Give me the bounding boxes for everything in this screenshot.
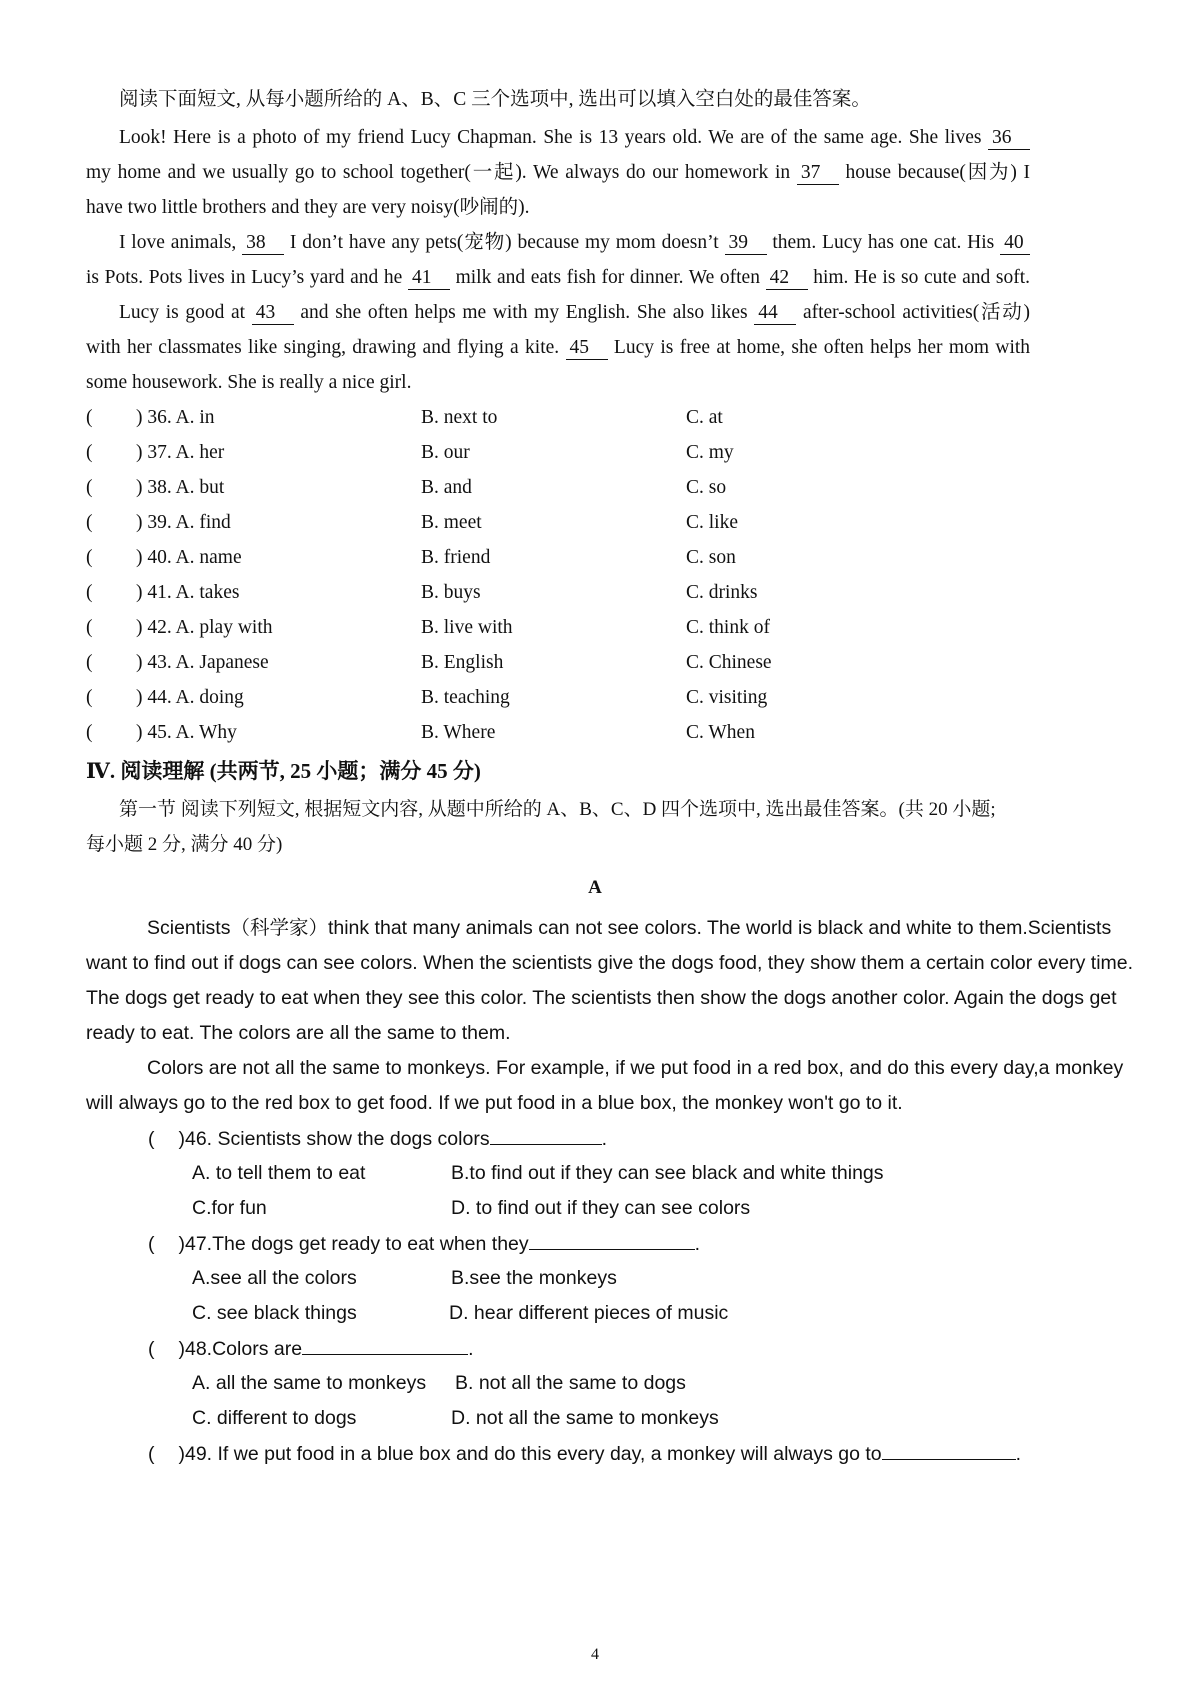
- text-run: .: [468, 1338, 474, 1360]
- q46-option-a: A. to tell them to eat: [192, 1162, 366, 1184]
- q47-option-d: D. hear different pieces of music: [449, 1302, 729, 1324]
- cloze-p2-line1: [119, 229, 1030, 257]
- option-b: B. teaching: [421, 687, 510, 708]
- option-b: B. friend: [421, 547, 491, 568]
- answer-paren: (: [86, 722, 93, 743]
- answer-blank: [302, 1334, 468, 1355]
- passage-p1-line2: want to find out if dogs can see colors. When the scientists give the dogs food, they show them a certain color every time.: [86, 952, 1134, 974]
- option-c: C. When: [686, 722, 755, 743]
- option-b: B. English: [421, 652, 504, 673]
- answer-blank: [490, 1124, 602, 1145]
- option-b: B. next to: [421, 407, 498, 428]
- answer-blank: [529, 1229, 695, 1250]
- cloze-p1-line1: [119, 124, 1030, 152]
- q46-option-c: C.for fun: [192, 1197, 267, 1219]
- question-stem: )47.The dogs get ready to eat when they: [178, 1233, 529, 1255]
- question-stem: )48.Colors are: [178, 1338, 303, 1360]
- q46-option-b: B.to find out if they can see black and white things: [451, 1162, 884, 1184]
- answer-paren: (: [86, 407, 93, 428]
- page-number: 4: [591, 1646, 599, 1663]
- passage-p1-line1: Scientists（科学家）think that many animals can not see colors. The world is black and white to them.Scientists: [147, 917, 1112, 939]
- option-b: B. Where: [421, 722, 496, 743]
- option-b: B. and: [421, 477, 472, 498]
- option-c: C. son: [686, 547, 736, 568]
- text-run: after-school activities(活动): [802, 302, 1031, 323]
- option-c: C. Chinese: [686, 652, 772, 673]
- answer-paren: (: [86, 547, 93, 568]
- text-run: I love animals,: [119, 232, 237, 253]
- text-run: .: [1015, 1443, 1022, 1465]
- q48-option-b: B. not all the same to dogs: [455, 1372, 686, 1394]
- passage-p1-line3: The dogs get ready to eat when they see this color. The scientists then show the dogs another color. Again the dogs get: [86, 987, 1117, 1009]
- answer-paren: (: [86, 512, 93, 533]
- option-a: ) 39. A. find: [136, 512, 231, 533]
- option-a: ) 44. A. doing: [136, 687, 244, 708]
- option-a: ) 43. A. Japanese: [136, 652, 269, 673]
- text-run: .: [601, 1128, 607, 1150]
- option-a: ) 38. A. but: [136, 477, 225, 498]
- option-c: C. at: [686, 407, 723, 428]
- text-run: with her classmates like singing, drawing and flying a kite.: [86, 337, 560, 358]
- q47-option-c: C. see black things: [192, 1302, 357, 1324]
- option-row-38: [86, 474, 1110, 502]
- answer-blank: [882, 1439, 1016, 1460]
- passage-p1-line4: ready to eat. The colors are all the same to them.: [86, 1022, 511, 1044]
- option-a: ) 37. A. her: [136, 442, 225, 463]
- passage-label: A: [588, 877, 602, 898]
- blank-45: 45: [566, 337, 608, 360]
- cloze-p3-line1: [119, 299, 1030, 327]
- cloze-p3-line2: [86, 334, 1030, 362]
- passage-p2-line1: Colors are not all the same to monkeys. For example, if we put food in a red box, and do this every day,a monkey: [147, 1057, 1124, 1079]
- answer-paren: (: [86, 652, 93, 673]
- option-c: C. drinks: [686, 582, 758, 603]
- option-a: ) 40. A. name: [136, 547, 242, 568]
- answer-paren: (: [86, 442, 93, 463]
- text-run: is Pots. Pots lives in Lucy’s yard and he: [86, 267, 403, 288]
- text-run: him. He is so cute and soft.: [813, 267, 1030, 288]
- option-b: B. live with: [421, 617, 513, 638]
- answer-paren: (: [148, 1443, 155, 1465]
- text-run: house because(因为) I: [845, 162, 1031, 183]
- cloze-p2-line2: [86, 264, 1030, 292]
- option-c: C. my: [686, 442, 734, 463]
- option-row-45: [86, 719, 1110, 747]
- option-row-41: [86, 579, 1110, 607]
- question-46: [148, 1124, 607, 1153]
- text-run: Lucy is free at home, she often helps her mom with: [613, 337, 1031, 358]
- text-run: Look! Here is a photo of my friend Lucy Chapman. She is 13 years old. We are of the same age. She lives: [119, 127, 982, 148]
- option-b: B. our: [421, 442, 470, 463]
- q46-option-d: D. to find out if they can see colors: [451, 1197, 751, 1219]
- blank-42: 42: [766, 267, 808, 290]
- q48-option-a: A. all the same to monkeys: [192, 1372, 427, 1394]
- text-run: my home and we usually go to school together(一起). We always do our homework in: [86, 162, 791, 183]
- option-c: C. so: [686, 477, 727, 498]
- text-run: I don’t have any pets(宠物) because my mom doesn’t: [289, 232, 719, 253]
- option-row-37: [86, 439, 1110, 467]
- cloze-p1-line3: have two little brothers and they are very noisy(吵闹的).: [86, 197, 530, 218]
- passage-p2-line2: will always go to the red box to get food. If we put food in a blue box, the monkey won't go to it.: [86, 1092, 903, 1114]
- answer-paren: (: [148, 1338, 155, 1360]
- cloze-p1-line2: [86, 159, 1030, 187]
- answer-paren: (: [148, 1128, 155, 1150]
- answer-paren: (: [86, 477, 93, 498]
- question-48: [148, 1334, 473, 1363]
- blank-38: 38: [242, 232, 284, 255]
- option-a: ) 45. A. Why: [136, 722, 237, 743]
- blank-41: 41: [408, 267, 450, 290]
- text-run: and she often helps me with my English. She also likes: [300, 302, 748, 323]
- question-49: [148, 1439, 1021, 1468]
- option-row-40: [86, 544, 1110, 572]
- text-run: them. Lucy has one cat. His: [772, 232, 995, 253]
- blank-44: 44: [754, 302, 796, 325]
- option-row-43: [86, 649, 1110, 677]
- question-47: [148, 1229, 700, 1258]
- text-run: Lucy is good at: [119, 302, 246, 323]
- answer-paren: (: [86, 687, 93, 708]
- option-a: ) 41. A. takes: [136, 582, 240, 603]
- blank-37: 37: [797, 162, 839, 185]
- text-run: .: [694, 1233, 701, 1255]
- q48-option-c: C. different to dogs: [192, 1407, 357, 1429]
- option-row-42: [86, 614, 1110, 642]
- option-c: C. visiting: [686, 687, 768, 708]
- question-stem: )46. Scientists show the dogs colors: [178, 1128, 490, 1150]
- option-a: ) 36. A. in: [136, 407, 215, 428]
- q47-option-b: B.see the monkeys: [451, 1267, 617, 1289]
- option-b: B. buys: [421, 582, 481, 603]
- section-heading: Ⅳ. 阅读理解 (共两节, 25 小题；满分 45 分): [86, 759, 481, 783]
- text-run: milk and eats fish for dinner. We often: [455, 267, 760, 288]
- cloze-instruction: 阅读下面短文, 从每小题所给的 A、B、C 三个选项中, 选出可以填入空白处的最佳答案。: [119, 89, 871, 110]
- option-row-39: [86, 509, 1110, 537]
- cloze-p3-line3: some housework. She is really a nice girl.: [86, 372, 412, 393]
- section-instruction-line2: 每小题 2 分, 满分 40 分): [86, 834, 283, 855]
- q47-option-a: A.see all the colors: [192, 1267, 357, 1289]
- option-b: B. meet: [421, 512, 482, 533]
- answer-paren: (: [86, 582, 93, 603]
- q48-option-d: D. not all the same to monkeys: [451, 1407, 719, 1429]
- option-row-44: [86, 684, 1110, 712]
- section-instruction-line1: 第一节 阅读下列短文, 根据短文内容, 从题中所给的 A、B、C、D 四个选项中, 选出最佳答案。(共 20 小题;: [119, 799, 996, 820]
- option-c: C. like: [686, 512, 738, 533]
- blank-36: 36: [988, 127, 1030, 150]
- question-stem: )49. If we put food in a blue box and do this every day, a monkey will always go to: [178, 1443, 882, 1465]
- option-c: C. think of: [686, 617, 770, 638]
- blank-43: 43: [252, 302, 294, 325]
- blank-40: 40: [1000, 232, 1030, 255]
- blank-39: 39: [725, 232, 767, 255]
- option-a: ) 42. A. play with: [136, 617, 273, 638]
- answer-paren: (: [148, 1233, 155, 1255]
- answer-paren: (: [86, 617, 93, 638]
- option-row-36: [86, 404, 1110, 432]
